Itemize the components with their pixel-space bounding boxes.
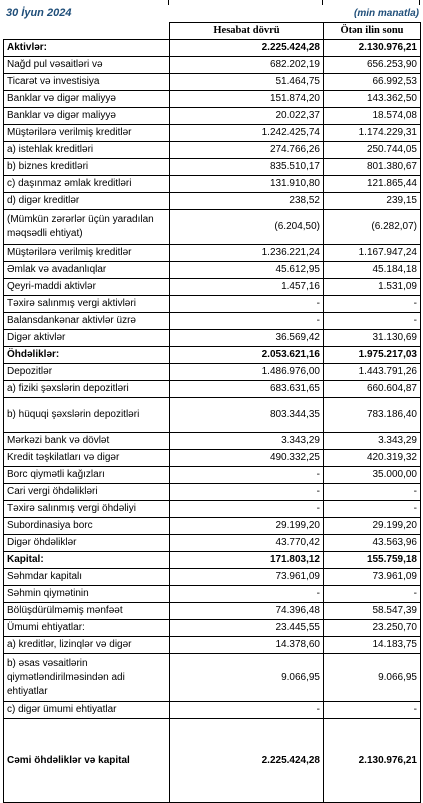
table-row <box>4 586 421 603</box>
value-current: 238,52 <box>170 193 324 210</box>
value-previous: 23.250,70 <box>324 620 421 637</box>
value-previous: 2.130.976,21 <box>324 719 421 803</box>
table-row <box>4 467 421 484</box>
table-row <box>4 398 421 433</box>
column-header-current: Hesabat dövrü <box>170 23 324 40</box>
row-label: Səhmin qiymətinin <box>4 586 170 603</box>
value-previous: (6.282,07) <box>324 210 421 245</box>
value-current: - <box>170 467 324 484</box>
value-previous: - <box>324 484 421 501</box>
value-previous: - <box>324 296 421 313</box>
value-previous: 35.000,00 <box>324 467 421 484</box>
table-row <box>4 74 421 91</box>
table-row <box>4 210 421 245</box>
row-label: Səhmdar kapitalı <box>4 569 170 586</box>
report-date: 30 İyun 2024 <box>6 7 72 19</box>
table-row <box>4 518 421 535</box>
value-previous: 31.130,69 <box>324 330 421 347</box>
row-label: a) kreditlər, lizinqlər və digər <box>4 637 170 654</box>
value-current: - <box>170 313 324 330</box>
value-previous: 1.443.791,26 <box>324 364 421 381</box>
value-previous: 18.574,08 <box>324 108 421 125</box>
value-current: 1.457,16 <box>170 279 324 296</box>
table-row <box>4 569 421 586</box>
value-previous: 9.066,95 <box>324 654 421 702</box>
row-label: (Mümkün zərərlər üçün yaradılan məqsədli ehtiyat) <box>4 210 170 245</box>
value-current: - <box>170 501 324 518</box>
row-label: Öhdəliklər: <box>4 347 170 364</box>
row-label: b) biznes kreditləri <box>4 159 170 176</box>
row-label: Ticarət və investisiya <box>4 74 170 91</box>
table-row <box>4 40 421 57</box>
table-body <box>4 40 421 803</box>
value-current: - <box>170 702 324 719</box>
value-current: 23.445,55 <box>170 620 324 637</box>
table-row <box>4 142 421 159</box>
value-previous: - <box>324 702 421 719</box>
row-label: Təxirə salınmış vergi öhdəliyi <box>4 501 170 518</box>
value-previous: 783.186,40 <box>324 398 421 433</box>
row-label: a) istehlak kreditləri <box>4 142 170 159</box>
table-row <box>4 484 421 501</box>
row-label: Depozitlər <box>4 364 170 381</box>
row-label: Borc qiymətli kağızları <box>4 467 170 484</box>
currency-unit: (min manatla) <box>353 8 419 19</box>
value-previous: 239,15 <box>324 193 421 210</box>
row-label: Qeyri-maddi aktivlər <box>4 279 170 296</box>
row-label: Subordinasiya borc <box>4 518 170 535</box>
value-previous: 155.759,18 <box>324 552 421 569</box>
value-current: 274.766,26 <box>170 142 324 159</box>
value-current: 14.378,60 <box>170 637 324 654</box>
value-previous: 29.199,20 <box>324 518 421 535</box>
value-previous: 45.184,18 <box>324 262 421 279</box>
table-row <box>4 620 421 637</box>
table-row <box>4 433 421 450</box>
row-label: Balansdankənar aktivlər üzrə <box>4 313 170 330</box>
value-current: 2.225.424,28 <box>170 40 324 57</box>
table-row <box>4 193 421 210</box>
value-previous: 58.547,39 <box>324 603 421 620</box>
row-label: b) hüquqi şəxslərin depozitləri <box>4 398 170 433</box>
value-previous: 1.975.217,03 <box>324 347 421 364</box>
value-current: 73.961,09 <box>170 569 324 586</box>
table-row <box>4 296 421 313</box>
row-label: Banklar və digər maliyyə <box>4 108 170 125</box>
table-header-row <box>4 23 421 40</box>
value-previous: 3.343,29 <box>324 433 421 450</box>
value-previous: 1.174.229,31 <box>324 125 421 142</box>
value-previous: 121.865,44 <box>324 176 421 193</box>
table-row <box>4 501 421 518</box>
value-current: 131.910,80 <box>170 176 324 193</box>
value-current: 682.202,19 <box>170 57 324 74</box>
row-label: Kredit təşkilatları və digər <box>4 450 170 467</box>
value-current: - <box>170 296 324 313</box>
value-current: 1.236.221,24 <box>170 245 324 262</box>
value-current: 683.631,65 <box>170 381 324 398</box>
table-row <box>4 262 421 279</box>
value-previous: 1.167.947,24 <box>324 245 421 262</box>
value-previous: 1.531,09 <box>324 279 421 296</box>
row-label: d) digər kreditlər <box>4 193 170 210</box>
value-previous: 66.992,53 <box>324 74 421 91</box>
value-current: 74.396,48 <box>170 603 324 620</box>
column-header-previous: Ötən ilin sonu <box>324 23 421 40</box>
value-current: 1.486.976,00 <box>170 364 324 381</box>
value-previous: - <box>324 501 421 518</box>
row-label: Banklar və digər maliyyə <box>4 91 170 108</box>
value-previous: 73.961,09 <box>324 569 421 586</box>
table-row <box>4 330 421 347</box>
table-row <box>4 176 421 193</box>
value-current: 51.464,75 <box>170 74 324 91</box>
row-label: a) fiziki şəxslərin depozitləri <box>4 381 170 398</box>
table-row <box>4 637 421 654</box>
table-row <box>4 702 421 719</box>
value-current: 43.770,42 <box>170 535 324 552</box>
table-row <box>4 347 421 364</box>
row-label: Müştərilərə verilmiş kreditlər <box>4 125 170 142</box>
value-previous: 14.183,75 <box>324 637 421 654</box>
table-row <box>4 313 421 330</box>
column-header-label <box>4 23 170 40</box>
row-label: c) daşınmaz əmlak kreditləri <box>4 176 170 193</box>
value-current: (6.204,50) <box>170 210 324 245</box>
table-row <box>4 603 421 620</box>
row-label: Nağd pul vəsaitləri və <box>4 57 170 74</box>
value-previous: - <box>324 313 421 330</box>
value-previous: 660.604,87 <box>324 381 421 398</box>
report-header <box>0 6 423 23</box>
row-label: Bölüşdürülməmiş mənfəət <box>4 603 170 620</box>
row-label: Müştərilərə verilmiş kreditlər <box>4 245 170 262</box>
row-label: Əmlak və avadanlıqlar <box>4 262 170 279</box>
value-current: 20.022,37 <box>170 108 324 125</box>
row-label: Digər öhdəliklər <box>4 535 170 552</box>
value-current: 3.343,29 <box>170 433 324 450</box>
value-current: 2.225.424,28 <box>170 719 324 803</box>
table-row <box>4 364 421 381</box>
value-current: 36.569,42 <box>170 330 324 347</box>
row-label: Digər aktivlər <box>4 330 170 347</box>
value-current: 1.242.425,74 <box>170 125 324 142</box>
balance-sheet-table <box>3 22 421 803</box>
value-previous: 43.563,96 <box>324 535 421 552</box>
value-current: 151.874,20 <box>170 91 324 108</box>
value-current: 490.332,25 <box>170 450 324 467</box>
row-label: Kapital: <box>4 552 170 569</box>
top-gridline <box>419 0 420 5</box>
value-current: 29.199,20 <box>170 518 324 535</box>
row-label: Mərkəzi bank və dövlət <box>4 433 170 450</box>
value-current: - <box>170 484 324 501</box>
value-current: 803.344,35 <box>170 398 324 433</box>
row-label: Cari vergi öhdəlikləri <box>4 484 170 501</box>
value-previous: 656.253,90 <box>324 57 421 74</box>
table-row <box>4 91 421 108</box>
value-previous: 2.130.976,21 <box>324 40 421 57</box>
table-row <box>4 57 421 74</box>
value-current: 9.066,95 <box>170 654 324 702</box>
value-current: 835.510,17 <box>170 159 324 176</box>
top-gridline <box>168 0 169 5</box>
table-row <box>4 125 421 142</box>
table-row <box>4 159 421 176</box>
value-previous: 801.380,67 <box>324 159 421 176</box>
table-row <box>4 279 421 296</box>
value-current: 171.803,12 <box>170 552 324 569</box>
table-row <box>4 535 421 552</box>
top-gridline <box>322 0 323 5</box>
row-label: c) digər ümumi ehtiyatlar <box>4 702 170 719</box>
value-current: - <box>170 586 324 603</box>
row-label: Təxirə salınmış vergi aktivləri <box>4 296 170 313</box>
table-row <box>4 108 421 125</box>
row-label: Aktivlər: <box>4 40 170 57</box>
value-current: 45.612,95 <box>170 262 324 279</box>
value-current: 2.053.621,16 <box>170 347 324 364</box>
table-row <box>4 450 421 467</box>
value-previous: 143.362,50 <box>324 91 421 108</box>
row-label: b) əsas vəsaitlərin qiymətləndirilməsindən adi ehtiyatlar <box>4 654 170 702</box>
row-label: Cəmi öhdəliklər və kapital <box>4 719 170 803</box>
table-row <box>4 245 421 262</box>
table-row <box>4 654 421 702</box>
table-row <box>4 381 421 398</box>
table-row <box>4 552 421 569</box>
value-previous: - <box>324 586 421 603</box>
value-previous: 420.319,32 <box>324 450 421 467</box>
value-previous: 250.744,05 <box>324 142 421 159</box>
row-label: Ümumi ehtiyatlar: <box>4 620 170 637</box>
